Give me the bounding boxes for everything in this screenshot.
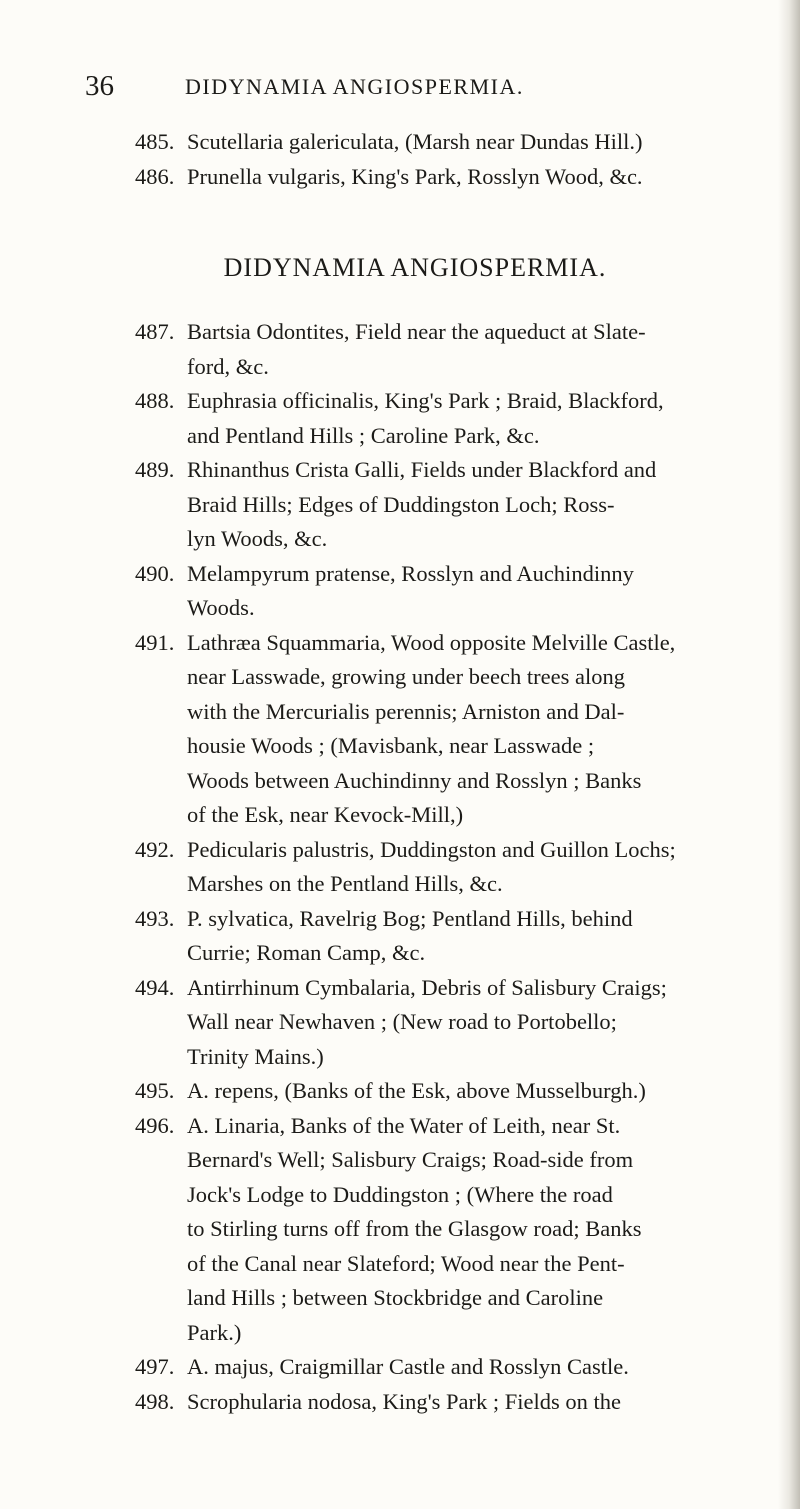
catalogue-entry <box>135 1385 775 1420</box>
entry-number: 491. <box>135 629 175 655</box>
entry-text-line: Scutellaria galericulata, (Marsh near Dundas Hill.) <box>187 129 643 154</box>
catalogue-entry <box>135 125 775 160</box>
entry-text-line: Antirrhinum Cymbalaria, Debris of Salisbury Craigs; <box>187 974 667 1000</box>
page-number: 36 <box>85 70 114 102</box>
entry-text-line: ford, &c. <box>187 353 269 379</box>
entry-text-line: to Stirling turns off from the Glasgow road; Banks <box>187 1216 642 1241</box>
entry-number: 495. <box>135 1078 175 1103</box>
entry-text-line: Park.) <box>187 1319 242 1345</box>
entry-number: 497. <box>135 1354 175 1379</box>
running-head <box>85 70 685 104</box>
catalogue-entry <box>135 384 775 453</box>
entry-text-line: Euphrasia officinalis, King's Park ; Braid, Blackford, <box>187 388 664 413</box>
entry-number: 492. <box>135 836 175 862</box>
entry-number: 487. <box>135 319 175 344</box>
entry-text-line: A. repens, (Banks of the Esk, above Musselburgh.) <box>187 1078 646 1103</box>
entry-text-line: Lathræa Squammaria, Wood opposite Melville Castle, <box>187 629 676 655</box>
entry-number: 496. <box>135 1112 175 1138</box>
entry-number: 486. <box>135 163 175 189</box>
entry-text-line: Pedicularis palustris, Duddingston and Guillon Lochs; <box>187 836 676 862</box>
entry-text-line: lyn Woods, &c. <box>187 526 328 551</box>
entry-text-line: Woods. <box>187 595 255 620</box>
entry-text-line: of the Canal near Slateford; Wood near the Pent- <box>187 1250 625 1276</box>
entry-text-line: Prunella vulgaris, King's Park, Rosslyn Wood, &c. <box>187 163 643 189</box>
entry-text-line: Wall near Newhaven ; (New road to Portobello; <box>187 1009 617 1034</box>
catalogue-entry <box>135 160 775 195</box>
entry-text-line: Currie; Roman Camp, &c. <box>187 940 426 965</box>
entry-number: 494. <box>135 974 175 1000</box>
entry-number: 490. <box>135 560 175 586</box>
catalogue-entry <box>135 315 775 384</box>
entry-text-line: Woods between Auchindinny and Rosslyn ; Banks <box>187 767 642 793</box>
entry-text-line: land Hills ; between Stockbridge and Caroline <box>187 1285 604 1310</box>
catalogue-entry <box>135 1109 775 1351</box>
entry-text-line: Jock's Lodge to Duddingston ; (Where the road <box>187 1181 613 1207</box>
entry-text-line: P. sylvatica, Ravelrig Bog; Pentland Hills, behind <box>187 905 633 931</box>
entry-text-line: A. majus, Craigmillar Castle and Rosslyn Castle. <box>187 1354 629 1379</box>
entry-text-line: Melampyrum pratense, Rosslyn and Auchindinny <box>187 560 634 586</box>
entry-text-line: and Pentland Hills ; Caroline Park, &c. <box>187 422 540 448</box>
section-heading: DIDYNAMIA ANGIOSPERMIA. <box>223 253 607 282</box>
entry-text-line: with the Mercurialis perennis; Arniston and Dal- <box>187 698 625 724</box>
catalogue-entry <box>135 453 775 557</box>
entry-number: 493. <box>135 905 175 931</box>
entry-text-line: of the Esk, near Kevock-Mill,) <box>187 802 464 827</box>
entry-text-line: Bernard's Well; Salisbury Craigs; Road-side from <box>187 1147 634 1172</box>
entry-text-line: Trinity Mains.) <box>187 1043 324 1069</box>
catalogue-entry <box>135 557 775 626</box>
entry-text-line: Braid Hills; Edges of Duddingston Loch; Ross- <box>187 491 615 517</box>
catalogue-entry <box>135 1074 775 1109</box>
catalogue-entry <box>135 902 775 971</box>
page-edge-shadow <box>778 0 800 1509</box>
entry-text-line: housie Woods ; (Mavisbank, near Lasswade ; <box>187 733 595 758</box>
catalogue-entry <box>135 1350 775 1385</box>
running-head-title: DIDYNAMIA ANGIOSPERMIA. <box>185 74 524 99</box>
catalogue-entry <box>135 971 775 1075</box>
entry-number: 489. <box>135 457 175 482</box>
entry-text-line: Rhinanthus Crista Galli, Fields under Blackford and <box>187 457 657 482</box>
catalogue-entry <box>135 626 775 833</box>
entry-number: 485. <box>135 129 175 154</box>
entry-text-line: Scrophularia nodosa, King's Park ; Fields on the <box>187 1388 622 1414</box>
catalogue-entry <box>135 833 775 902</box>
entry-text-line: Marshes on the Pentland Hills, &c. <box>187 871 503 896</box>
entry-text-line: Bartsia Odontites, Field near the aqueduct at Slate- <box>187 319 646 344</box>
entry-number: 488. <box>135 388 175 413</box>
entry-number: 498. <box>135 1388 175 1414</box>
entry-text-line: near Lasswade, growing under beech trees along <box>187 664 625 689</box>
entry-text-line: A. Linaria, Banks of the Water of Leith, near St. <box>187 1112 621 1138</box>
